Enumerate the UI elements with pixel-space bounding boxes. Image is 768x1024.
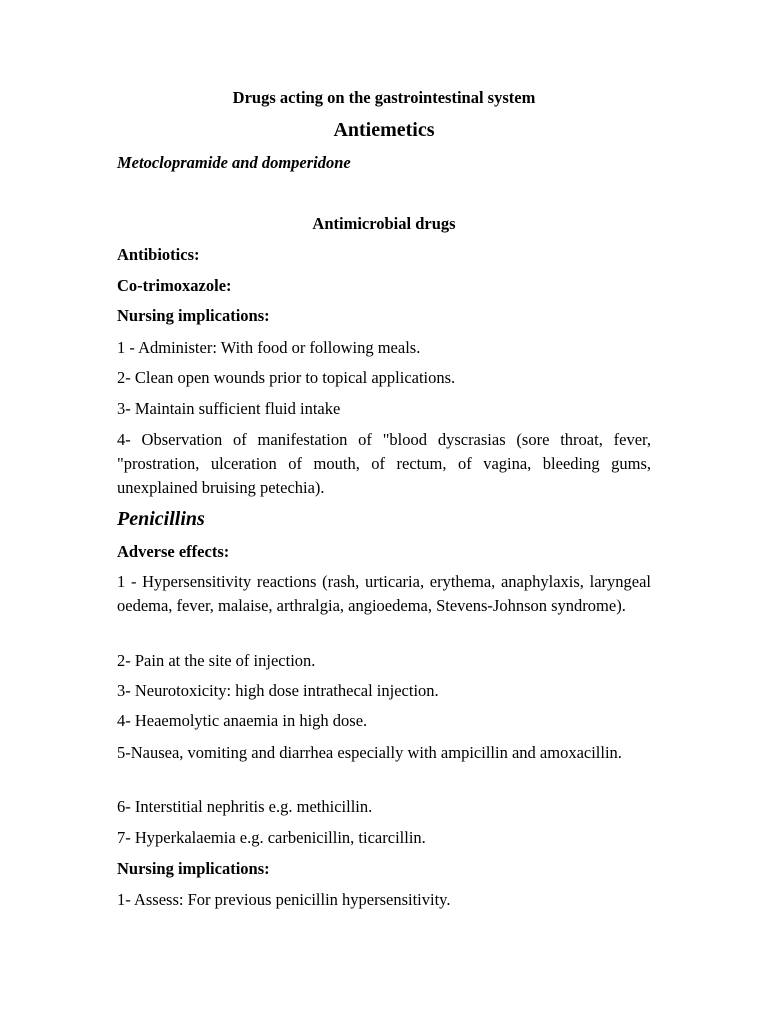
antibiotics-heading: Antibiotics: (117, 245, 200, 264)
nursing-implications-heading: Nursing implications: (117, 306, 270, 325)
adverse-effects-heading: Adverse effects: (117, 542, 230, 561)
cotrimoxazole-heading: Co-trimoxazole: (117, 276, 232, 295)
section-heading-antimicrobial: Antimicrobial drugs (312, 214, 456, 233)
list-item: 1 - Administer: With food or following meals. (117, 338, 421, 357)
penicillins-heading: Penicillins (117, 508, 205, 530)
list-item: 3- Maintain sufficient fluid intake (117, 399, 341, 418)
document-title: Drugs acting on the gastrointestinal system (232, 88, 536, 107)
antiemetics-drugs: Metoclopramide and domperidone (117, 153, 351, 172)
nursing-implications-heading: Nursing implications: (117, 859, 270, 878)
list-item: 4- Heaemolytic anaemia in high dose. (117, 711, 368, 730)
list-item: 7- Hyperkalaemia e.g. carbenicillin, ticarcillin. (117, 828, 426, 847)
list-item: 4- Observation of manifestation of "blood dyscrasias (sore throat, fever, "prostration, ulceration of mouth, of rectum, of vagina, bleeding gums, unexplained bruising petechia). (117, 430, 651, 497)
list-item: 5-Nausea, vomiting and diarrhea especially with ampicillin and amoxacillin. (117, 743, 622, 762)
list-item: 1- Assess: For previous penicillin hypersensitivity. (117, 890, 451, 909)
list-item: 3- Neurotoxicity: high dose intrathecal injection. (117, 681, 439, 700)
list-item: 2- Pain at the site of injection. (117, 651, 316, 670)
list-item: 6- Interstitial nephritis e.g. methicillin. (117, 797, 373, 816)
list-item: 2- Clean open wounds prior to topical applications. (117, 368, 456, 387)
list-item: 1 - Hypersensitivity reactions (rash, urticaria, erythema, anaphylaxis, laryngeal oedema, fever, malaise, arthralgia, angioedema, Stevens-Johnson syndrome). (117, 572, 651, 615)
subtitle-antiemetics: Antiemetics (333, 119, 435, 141)
